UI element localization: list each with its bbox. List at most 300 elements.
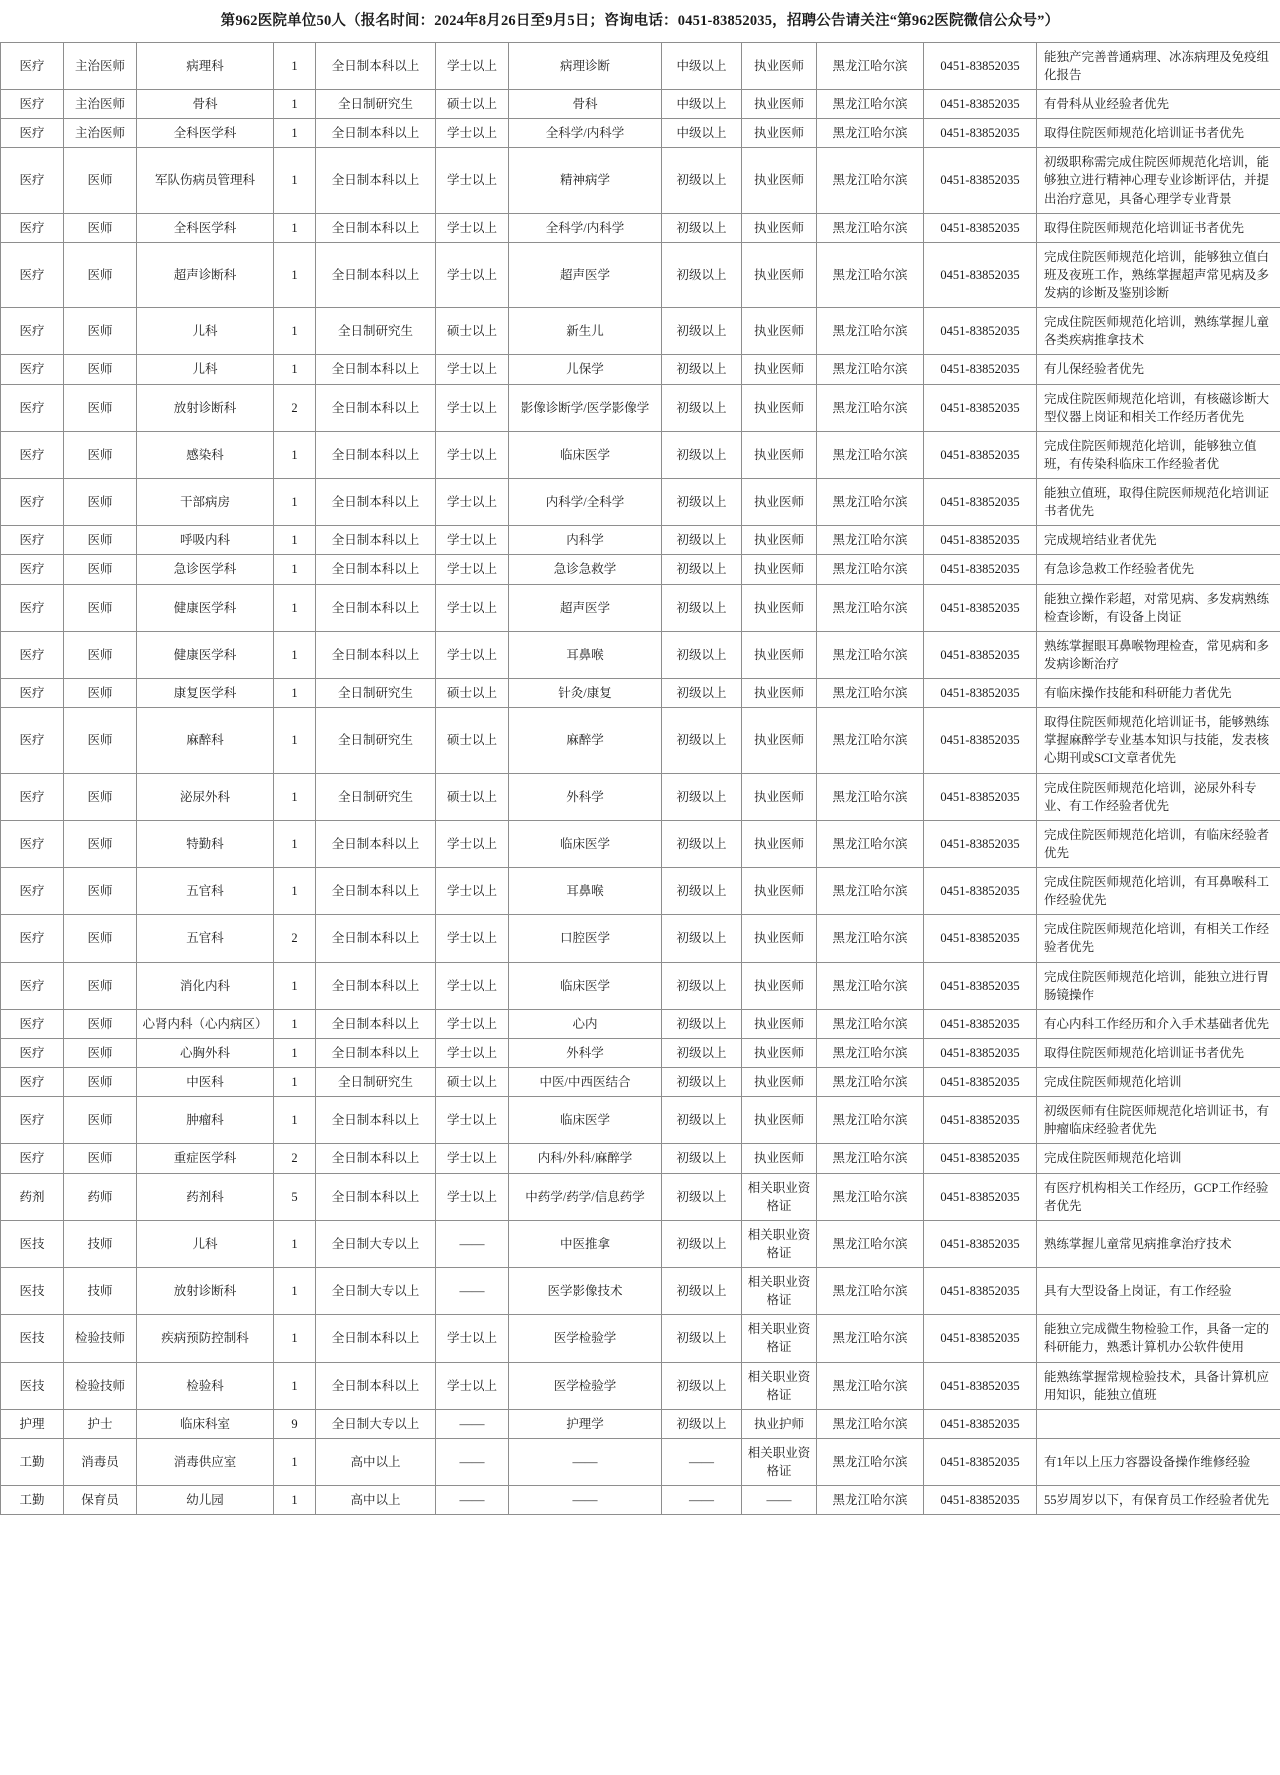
cell-remark: 完成住院医师规范化培训，能够独立值白班及夜班工作，熟练掌握超声常见病及多发病的诊断及鉴别诊断 [1037,242,1280,307]
cell-post: 主治医师 [64,42,137,89]
cell-post: 医师 [64,1068,137,1097]
cell-degree: 学士以上 [436,1009,509,1038]
cell-post: 医师 [64,308,137,355]
cell-degree: 学士以上 [436,868,509,915]
cell-category: 医疗 [1,1038,64,1067]
cell-remark [1037,1409,1280,1438]
table-row [1,708,1280,773]
cell-phone: 0451-83852035 [924,526,1037,555]
cell-job-title: 初级以上 [662,1409,742,1438]
cell-certificate: 执业医师 [742,1009,817,1038]
cell-major: 新生儿 [509,308,662,355]
cell-phone: 0451-83852035 [924,148,1037,213]
table-row [1,355,1280,384]
cell-degree: 硕士以上 [436,90,509,119]
cell-certificate: 执业医师 [742,526,817,555]
cell-job-title: —— [662,1438,742,1485]
cell-count: 9 [274,1409,316,1438]
cell-major: 临床医学 [509,820,662,867]
cell-education: 全日制研究生 [316,1068,436,1097]
cell-phone: 0451-83852035 [924,1144,1037,1173]
cell-major: 病理诊断 [509,42,662,89]
cell-category: 医疗 [1,1068,64,1097]
cell-dept: 麻醉科 [137,708,274,773]
cell-location: 黑龙江哈尔滨 [817,384,924,431]
cell-post: 医师 [64,962,137,1009]
cell-category: 医疗 [1,820,64,867]
cell-education: 全日制本科以上 [316,526,436,555]
cell-location: 黑龙江哈尔滨 [817,242,924,307]
cell-category: 医疗 [1,479,64,526]
table-row [1,679,1280,708]
cell-education: 全日制研究生 [316,90,436,119]
cell-certificate: 相关职业资格证 [742,1268,817,1315]
cell-location: 黑龙江哈尔滨 [817,1144,924,1173]
cell-remark: 完成住院医师规范化培训 [1037,1144,1280,1173]
cell-major: 临床医学 [509,962,662,1009]
cell-category: 医疗 [1,148,64,213]
cell-count: 1 [274,42,316,89]
cell-remark: 55岁周岁以下，有保育员工作经验者优先 [1037,1486,1280,1515]
table-row [1,1409,1280,1438]
cell-category: 医疗 [1,526,64,555]
cell-certificate: 执业医师 [742,119,817,148]
cell-category: 医疗 [1,242,64,307]
cell-education: 全日制本科以上 [316,584,436,631]
cell-post: 医师 [64,631,137,678]
cell-education: 全日制研究生 [316,308,436,355]
cell-degree: 学士以上 [436,1097,509,1144]
cell-major: 中医推拿 [509,1220,662,1267]
cell-major: 精神病学 [509,148,662,213]
cell-education: 全日制本科以上 [316,1362,436,1409]
cell-job-title: 初级以上 [662,384,742,431]
cell-degree: 硕士以上 [436,1068,509,1097]
cell-count: 1 [274,820,316,867]
cell-major: 中药学/药学/信息药学 [509,1173,662,1220]
cell-count: 1 [274,308,316,355]
cell-category: 医疗 [1,119,64,148]
cell-major: 超声医学 [509,584,662,631]
cell-major: 全科学/内科学 [509,119,662,148]
cell-education: 全日制本科以上 [316,355,436,384]
cell-dept: 检验科 [137,1362,274,1409]
cell-location: 黑龙江哈尔滨 [817,1038,924,1067]
table-row [1,42,1280,89]
cell-phone: 0451-83852035 [924,631,1037,678]
cell-remark: 能独立完成微生物检验工作，具备一定的科研能力，熟悉计算机办公软件使用 [1037,1315,1280,1362]
cell-certificate: 执业医师 [742,242,817,307]
cell-remark: 取得住院医师规范化培训证书者优先 [1037,119,1280,148]
cell-post: 医师 [64,526,137,555]
cell-remark: 有心内科工作经历和介入手术基础者优先 [1037,1009,1280,1038]
cell-location: 黑龙江哈尔滨 [817,1268,924,1315]
cell-dept: 幼儿园 [137,1486,274,1515]
cell-post: 检验技师 [64,1315,137,1362]
cell-location: 黑龙江哈尔滨 [817,308,924,355]
cell-major: 内科/外科/麻醉学 [509,1144,662,1173]
cell-location: 黑龙江哈尔滨 [817,1068,924,1097]
cell-count: 1 [274,148,316,213]
cell-dept: 疾病预防控制科 [137,1315,274,1362]
cell-certificate: 执业医师 [742,631,817,678]
cell-major: 外科学 [509,773,662,820]
cell-remark: 取得住院医师规范化培训证书者优先 [1037,1038,1280,1067]
cell-certificate: 执业医师 [742,773,817,820]
cell-post: 医师 [64,384,137,431]
cell-count: 2 [274,384,316,431]
cell-education: 全日制本科以上 [316,242,436,307]
cell-major: 影像诊断学/医学影像学 [509,384,662,431]
cell-post: 技师 [64,1268,137,1315]
cell-education: 全日制本科以上 [316,119,436,148]
cell-phone: 0451-83852035 [924,1315,1037,1362]
cell-post: 医师 [64,148,137,213]
cell-certificate: 相关职业资格证 [742,1438,817,1485]
cell-remark: 完成住院医师规范化培训，泌尿外科专业、有工作经验者优先 [1037,773,1280,820]
cell-location: 黑龙江哈尔滨 [817,1409,924,1438]
cell-major: 医学检验学 [509,1362,662,1409]
cell-certificate: 执业医师 [742,1068,817,1097]
cell-location: 黑龙江哈尔滨 [817,355,924,384]
cell-count: 2 [274,1144,316,1173]
cell-remark: 能熟练掌握常规检验技术，具备计算机应用知识，能独立值班 [1037,1362,1280,1409]
cell-education: 全日制本科以上 [316,148,436,213]
cell-degree: 学士以上 [436,1173,509,1220]
cell-job-title: 初级以上 [662,555,742,584]
cell-dept: 泌尿外科 [137,773,274,820]
cell-certificate: 执业医师 [742,479,817,526]
cell-post: 医师 [64,242,137,307]
cell-degree: 硕士以上 [436,773,509,820]
cell-post: 医师 [64,479,137,526]
cell-post: 护士 [64,1409,137,1438]
cell-job-title: 初级以上 [662,868,742,915]
cell-phone: 0451-83852035 [924,584,1037,631]
cell-remark: 有急诊急救工作经验者优先 [1037,555,1280,584]
cell-dept: 消毒供应室 [137,1438,274,1485]
cell-certificate: 执业医师 [742,90,817,119]
table-row [1,1362,1280,1409]
table-row [1,479,1280,526]
cell-education: 全日制本科以上 [316,962,436,1009]
cell-post: 医师 [64,679,137,708]
cell-education: 全日制本科以上 [316,1173,436,1220]
cell-phone: 0451-83852035 [924,42,1037,89]
cell-job-title: 初级以上 [662,148,742,213]
cell-category: 医技 [1,1315,64,1362]
cell-category: 医技 [1,1362,64,1409]
cell-category: 医技 [1,1268,64,1315]
cell-major: 耳鼻喉 [509,868,662,915]
cell-job-title: 初级以上 [662,526,742,555]
cell-degree: 学士以上 [436,1144,509,1173]
cell-job-title: 初级以上 [662,820,742,867]
cell-post: 主治医师 [64,90,137,119]
page-title: 第962医院单位50人（报名时间：2024年8月26日至9月5日；咨询电话：0451-83852035，招聘公告请关注“第962医院微信公众号”） [220,13,1060,29]
table-row [1,213,1280,242]
cell-post: 医师 [64,708,137,773]
cell-remark: 能独立操作彩超，对常见病、多发病熟练检查诊断，有设备上岗证 [1037,584,1280,631]
cell-category: 医疗 [1,431,64,478]
cell-dept: 五官科 [137,915,274,962]
cell-certificate: 执业医师 [742,355,817,384]
cell-category: 医疗 [1,584,64,631]
cell-degree: 学士以上 [436,555,509,584]
cell-job-title: 初级以上 [662,962,742,1009]
cell-dept: 全科医学科 [137,213,274,242]
cell-job-title: 初级以上 [662,479,742,526]
cell-major: 全科学/内科学 [509,213,662,242]
cell-remark: 熟练掌握眼耳鼻喉物理检查，常见病和多发病诊断治疗 [1037,631,1280,678]
cell-major: 临床医学 [509,1097,662,1144]
cell-degree: 学士以上 [436,1038,509,1067]
cell-post: 检验技师 [64,1362,137,1409]
cell-degree: 学士以上 [436,1362,509,1409]
table-body [1,42,1280,1515]
cell-remark: 具有大型设备上岗证，有工作经验 [1037,1268,1280,1315]
cell-education: 全日制本科以上 [316,868,436,915]
cell-phone: 0451-83852035 [924,308,1037,355]
cell-count: 1 [274,479,316,526]
cell-major: 临床医学 [509,431,662,478]
cell-job-title: 中级以上 [662,90,742,119]
cell-location: 黑龙江哈尔滨 [817,431,924,478]
cell-category: 医技 [1,1220,64,1267]
cell-count: 1 [274,1438,316,1485]
cell-certificate: 执业护师 [742,1409,817,1438]
cell-remark: 初级医师有住院医师规范化培训证书，有肿瘤临床经验者优先 [1037,1097,1280,1144]
cell-count: 5 [274,1173,316,1220]
cell-education: 高中以上 [316,1438,436,1485]
cell-degree: 学士以上 [436,584,509,631]
cell-category: 医疗 [1,962,64,1009]
cell-location: 黑龙江哈尔滨 [817,631,924,678]
cell-major: 医学影像技术 [509,1268,662,1315]
cell-job-title: 初级以上 [662,242,742,307]
cell-post: 医师 [64,1038,137,1067]
table-row [1,1438,1280,1485]
cell-job-title: 初级以上 [662,915,742,962]
cell-certificate: 执业医师 [742,679,817,708]
cell-dept: 康复医学科 [137,679,274,708]
cell-category: 医疗 [1,384,64,431]
cell-degree: 学士以上 [436,355,509,384]
cell-job-title: 初级以上 [662,1038,742,1067]
cell-post: 医师 [64,555,137,584]
cell-location: 黑龙江哈尔滨 [817,42,924,89]
cell-location: 黑龙江哈尔滨 [817,148,924,213]
cell-remark: 有临床操作技能和科研能力者优先 [1037,679,1280,708]
table-row [1,1486,1280,1515]
cell-dept: 放射诊断科 [137,1268,274,1315]
cell-job-title: 初级以上 [662,1009,742,1038]
cell-phone: 0451-83852035 [924,1009,1037,1038]
cell-degree: 学士以上 [436,820,509,867]
table-row [1,584,1280,631]
table-row [1,555,1280,584]
cell-location: 黑龙江哈尔滨 [817,584,924,631]
table-row [1,773,1280,820]
cell-dept: 中医科 [137,1068,274,1097]
cell-job-title: 初级以上 [662,584,742,631]
cell-remark: 有医疗机构相关工作经历，GCP工作经验者优先 [1037,1173,1280,1220]
cell-degree: 学士以上 [436,242,509,307]
cell-location: 黑龙江哈尔滨 [817,773,924,820]
cell-education: 全日制本科以上 [316,820,436,867]
cell-count: 1 [274,1486,316,1515]
cell-phone: 0451-83852035 [924,915,1037,962]
cell-phone: 0451-83852035 [924,1409,1037,1438]
cell-remark: 初级职称需完成住院医师规范化培训，能够独立进行精神心理专业诊断评估，并提出治疗意见，具备心理学专业背景 [1037,148,1280,213]
cell-remark: 完成住院医师规范化培训，有耳鼻喉科工作经验优先 [1037,868,1280,915]
cell-certificate: 执业医师 [742,308,817,355]
cell-phone: 0451-83852035 [924,1220,1037,1267]
cell-category: 医疗 [1,42,64,89]
cell-dept: 特勤科 [137,820,274,867]
cell-dept: 健康医学科 [137,584,274,631]
cell-education: 全日制本科以上 [316,384,436,431]
table-row [1,1068,1280,1097]
cell-count: 1 [274,1220,316,1267]
cell-major: —— [509,1438,662,1485]
cell-remark: 有儿保经验者优先 [1037,355,1280,384]
cell-major: 中医/中西医结合 [509,1068,662,1097]
cell-dept: 全科医学科 [137,119,274,148]
cell-phone: 0451-83852035 [924,1038,1037,1067]
cell-count: 1 [274,555,316,584]
cell-job-title: 初级以上 [662,1315,742,1362]
cell-certificate: 执业医师 [742,915,817,962]
cell-remark: 完成住院医师规范化培训，有核磁诊断大型仪器上岗证和相关工作经历者优先 [1037,384,1280,431]
cell-phone: 0451-83852035 [924,1097,1037,1144]
cell-education: 全日制研究生 [316,773,436,820]
cell-location: 黑龙江哈尔滨 [817,915,924,962]
cell-remark: 完成住院医师规范化培训 [1037,1068,1280,1097]
cell-dept: 急诊医学科 [137,555,274,584]
cell-category: 医疗 [1,213,64,242]
cell-post: 医师 [64,355,137,384]
cell-dept: 儿科 [137,355,274,384]
table-row [1,868,1280,915]
cell-location: 黑龙江哈尔滨 [817,1097,924,1144]
cell-remark: 取得住院医师规范化培训证书者优先 [1037,213,1280,242]
cell-degree: 学士以上 [436,384,509,431]
table-row [1,915,1280,962]
cell-education: 全日制大专以上 [316,1409,436,1438]
cell-location: 黑龙江哈尔滨 [817,479,924,526]
cell-phone: 0451-83852035 [924,431,1037,478]
cell-phone: 0451-83852035 [924,479,1037,526]
cell-education: 全日制本科以上 [316,1097,436,1144]
cell-remark: 能独立值班，取得住院医师规范化培训证书者优先 [1037,479,1280,526]
cell-certificate: 执业医师 [742,962,817,1009]
cell-phone: 0451-83852035 [924,773,1037,820]
cell-phone: 0451-83852035 [924,1486,1037,1515]
cell-education: 全日制研究生 [316,708,436,773]
cell-dept: 重症医学科 [137,1144,274,1173]
cell-location: 黑龙江哈尔滨 [817,90,924,119]
cell-major: 儿保学 [509,355,662,384]
table-row [1,1009,1280,1038]
cell-certificate: 执业医师 [742,868,817,915]
cell-phone: 0451-83852035 [924,1068,1037,1097]
table-row [1,242,1280,307]
table-row [1,631,1280,678]
table-row [1,1144,1280,1173]
cell-degree: 学士以上 [436,526,509,555]
cell-major: 针灸/康复 [509,679,662,708]
cell-phone: 0451-83852035 [924,820,1037,867]
cell-remark: 完成住院医师规范化培训，能独立进行胃肠镜操作 [1037,962,1280,1009]
cell-location: 黑龙江哈尔滨 [817,1486,924,1515]
cell-certificate: 执业医师 [742,555,817,584]
table-row [1,1173,1280,1220]
cell-count: 1 [274,962,316,1009]
cell-phone: 0451-83852035 [924,213,1037,242]
cell-phone: 0451-83852035 [924,1173,1037,1220]
table-row [1,148,1280,213]
cell-phone: 0451-83852035 [924,384,1037,431]
cell-major: 骨科 [509,90,662,119]
cell-degree: —— [436,1409,509,1438]
cell-job-title: 初级以上 [662,708,742,773]
cell-job-title: 初级以上 [662,679,742,708]
cell-dept: 呼吸内科 [137,526,274,555]
cell-education: 全日制本科以上 [316,1315,436,1362]
cell-certificate: 执业医师 [742,384,817,431]
cell-degree: 学士以上 [436,631,509,678]
cell-degree: —— [436,1438,509,1485]
cell-education: 全日制本科以上 [316,1144,436,1173]
cell-certificate: 相关职业资格证 [742,1315,817,1362]
cell-certificate: 执业医师 [742,584,817,631]
cell-location: 黑龙江哈尔滨 [817,962,924,1009]
cell-count: 1 [274,679,316,708]
cell-count: 1 [274,1097,316,1144]
cell-category: 护理 [1,1409,64,1438]
cell-post: 医师 [64,431,137,478]
cell-job-title: 初级以上 [662,431,742,478]
cell-category: 医疗 [1,773,64,820]
cell-location: 黑龙江哈尔滨 [817,213,924,242]
cell-certificate: 执业医师 [742,148,817,213]
cell-count: 1 [274,708,316,773]
cell-location: 黑龙江哈尔滨 [817,555,924,584]
cell-category: 工勤 [1,1438,64,1485]
cell-phone: 0451-83852035 [924,708,1037,773]
cell-count: 1 [274,526,316,555]
cell-category: 药剂 [1,1173,64,1220]
cell-post: 医师 [64,1009,137,1038]
cell-certificate: —— [742,1486,817,1515]
cell-phone: 0451-83852035 [924,555,1037,584]
cell-category: 医疗 [1,679,64,708]
cell-post: 消毒员 [64,1438,137,1485]
cell-dept: 心胸外科 [137,1038,274,1067]
cell-dept: 感染科 [137,431,274,478]
table-row [1,431,1280,478]
cell-dept: 药剂科 [137,1173,274,1220]
table-row [1,119,1280,148]
cell-major: 口腔医学 [509,915,662,962]
cell-job-title: 初级以上 [662,1068,742,1097]
table-row [1,526,1280,555]
table-row [1,308,1280,355]
cell-job-title: 初级以上 [662,308,742,355]
cell-remark: 能独产完善普通病理、冰冻病理及免疫组化报告 [1037,42,1280,89]
cell-location: 黑龙江哈尔滨 [817,868,924,915]
